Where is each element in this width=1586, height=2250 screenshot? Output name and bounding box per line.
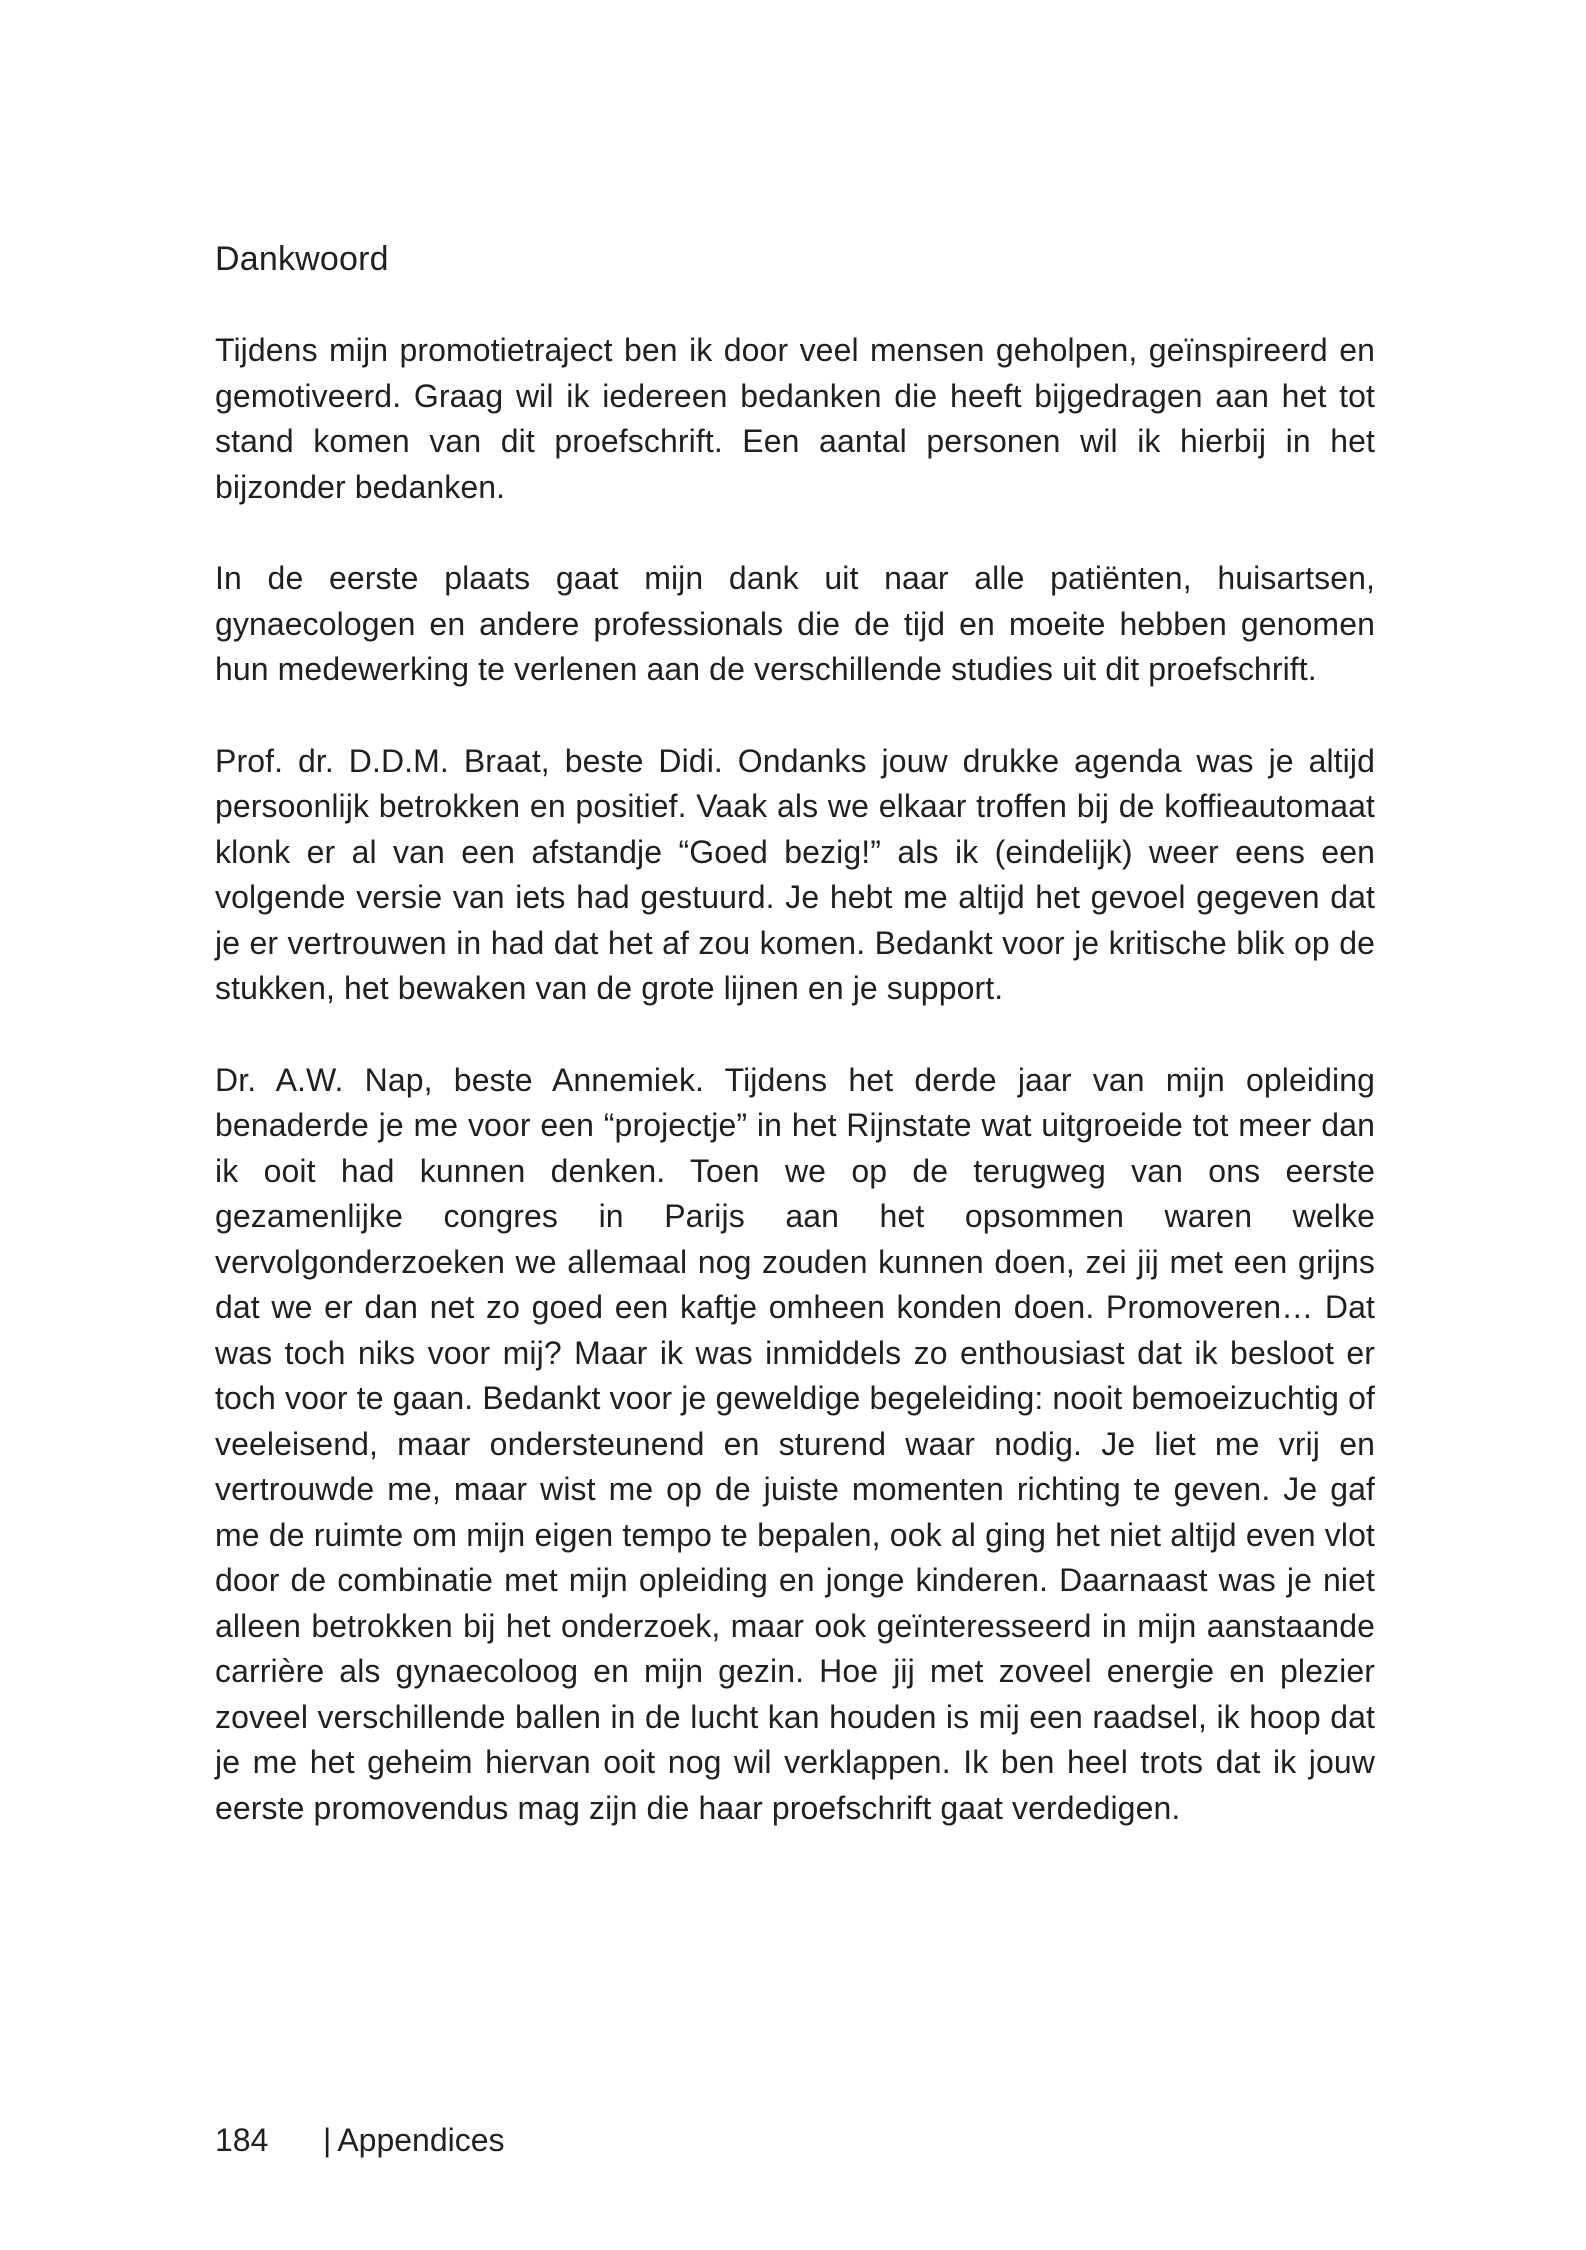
page-heading: Dankwoord — [215, 240, 389, 278]
page-number: 184 — [215, 2122, 269, 2158]
text-column — [215, 236, 1375, 1877]
footer-separator: | — [323, 2122, 332, 2158]
paragraph-patients: In de eerste plaats gaat mijn dank uit naar alle patiënten, huisartsen, gynaecologen en andere professionals die de tijd en moeite hebben genomen hun medewerking te verlenen aan de verschillende studies uit dit proefschrift. — [215, 560, 1375, 687]
paragraph-intro: Tijdens mijn promotietraject ben ik door veel mensen geholpen, geïnspireerd en gemotiveerd. Graag wil ik iedereen bedanken die heeft bijgedragen aan het tot stand komen van dit proefschrift. Een aantal personen wil ik hierbij in het bijzonder bedanken. — [215, 332, 1375, 505]
footer-section-title: Appendices — [337, 2122, 505, 2158]
page-footer — [215, 2118, 505, 2162]
paragraph-promotor: Prof. dr. D.D.M. Braat, beste Didi. Ondanks jouw drukke agenda was je altijd persoonlijk betrokken en positief. Vaak als we elkaar troffen bij de koffieautomaat klonk er al van een afstandje “Goed bezig!” als ik (eindelijk) weer eens een volgende versie van iets had gestuurd. Je hebt me altijd het gevoel gegeven dat je er vertrouwen in had dat het af zou komen. Bedankt voor je kritische blik op de stukken, het bewaken van de grote lijnen en je support. — [215, 742, 1375, 1006]
paragraph-copromotor: Dr. A.W. Nap, beste Annemiek. Tijdens het derde jaar van mijn opleiding benaderde je me voor een “projectje” in het Rijnstate wat uitgroeide tot meer dan ik ooit had kunnen denken. Toen we op de terugweg van ons eerste gezamenlijke congres in Parijs aan het opsommen waren welke vervolgonderzoeken we allemaal nog zouden kunnen doen, zei jij met een grijns dat we er dan net zo goed een kaftje omheen konden doen. Promoveren… Dat was toch niks voor mij? Maar ik was inmiddels zo enthousiast dat ik besloot er toch voor te gaan. Bedankt voor je geweldige begeleiding: nooit bemoeizuchtig of veeleisend, maar ondersteunend en sturend waar nodig. Je liet me vrij en vertrouwde me, maar wist me op de juiste momenten richting te geven. Je gaf me de ruimte om mijn eigen tempo te bepalen, ook al ging het niet altijd even vlot door de combinatie met mijn opleiding en jonge kinderen. Daarnaast was je niet alleen betrokken bij het onderzoek, maar ook geïnteresseerd in mijn aanstaande carrière als gynaecoloog en mijn gezin. Hoe jij met zoveel energie en plezier zoveel verschillende ballen in de lucht kan houden is mij een raadsel, ik hoop dat je me het geheim hiervan ooit nog wil verklappen. Ik ben heel trots dat ik jouw eerste promovendus mag zijn die haar proefschrift gaat verdedigen. — [215, 1061, 1375, 1826]
body-text — [215, 328, 1375, 1831]
